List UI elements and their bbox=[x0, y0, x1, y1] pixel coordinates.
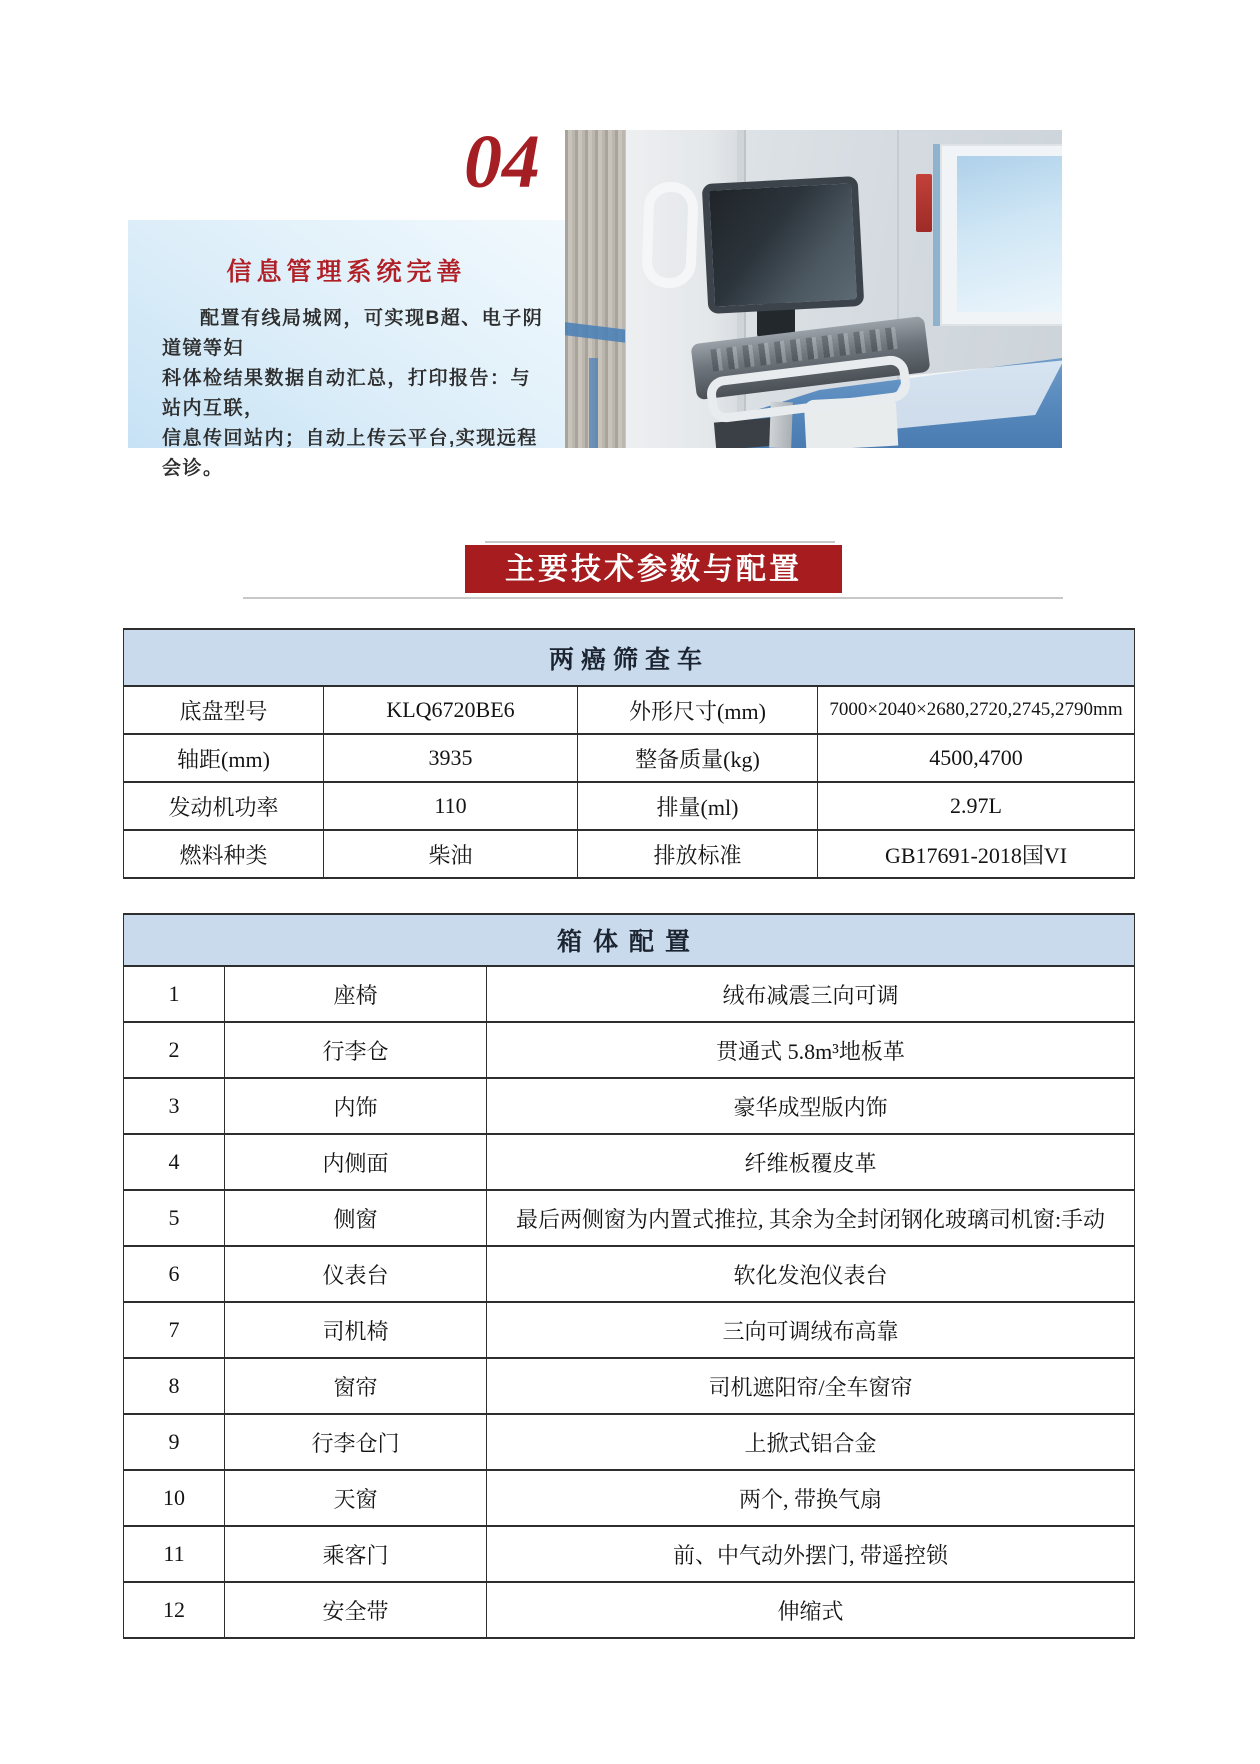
photo-red-bracket bbox=[916, 174, 932, 232]
table-cell: 3935 bbox=[324, 734, 578, 782]
table-cell: 内饰 bbox=[225, 1078, 487, 1134]
table-cell: 三向可调绒布高靠 bbox=[487, 1302, 1135, 1358]
table-row bbox=[124, 1358, 1135, 1414]
table-row bbox=[124, 734, 1135, 782]
body-config-table bbox=[123, 913, 1135, 1639]
table-cell: KLQ6720BE6 bbox=[324, 686, 578, 734]
table-cell: 豪华成型版内饰 bbox=[487, 1078, 1135, 1134]
table-row bbox=[124, 782, 1135, 830]
divider-line-top bbox=[485, 541, 835, 543]
table-cell: 5 bbox=[124, 1190, 225, 1246]
table-cell: 12 bbox=[124, 1582, 225, 1638]
photo-ultrasound-monitor bbox=[702, 176, 865, 314]
table-cell: 排放标准 bbox=[578, 830, 818, 878]
photo-window-frame bbox=[933, 144, 1062, 326]
table-cell: 发动机功率 bbox=[124, 782, 324, 830]
table-cell: 司机遮阳帘/全车窗帘 bbox=[487, 1358, 1135, 1414]
table-row bbox=[124, 966, 1135, 1022]
table-cell: 排量(ml) bbox=[578, 782, 818, 830]
table-cell: GB17691-2018国VI bbox=[818, 830, 1135, 878]
table-cell: 轴距(mm) bbox=[124, 734, 324, 782]
table-cell: 前、中气动外摆门, 带遥控锁 bbox=[487, 1526, 1135, 1582]
table-cell: 4 bbox=[124, 1134, 225, 1190]
table-cell: 窗帘 bbox=[225, 1358, 487, 1414]
table-cell: 10 bbox=[124, 1470, 225, 1526]
divider-line-bottom bbox=[243, 597, 1063, 599]
info-panel-line: 配置有线局城网，可实现B超、电子阴道镜等妇 bbox=[162, 308, 544, 359]
vehicle-interior-photo bbox=[565, 130, 1062, 448]
table-cell: 外形尺寸(mm) bbox=[578, 686, 818, 734]
section-number: 04 bbox=[464, 120, 540, 204]
photo-door-handle bbox=[641, 181, 699, 289]
table-row bbox=[124, 1134, 1135, 1190]
table-cell: 绒布减震三向可调 bbox=[487, 966, 1135, 1022]
table-cell: 6 bbox=[124, 1246, 225, 1302]
section-banner: 主要技术参数与配置 bbox=[465, 545, 842, 593]
table-cell: 4500,4700 bbox=[818, 734, 1135, 782]
photo-blue-trim-vertical bbox=[589, 358, 598, 448]
table-cell: 司机椅 bbox=[225, 1302, 487, 1358]
table-cell: 2 bbox=[124, 1022, 225, 1078]
table-cell: 燃料种类 bbox=[124, 830, 324, 878]
table-row bbox=[124, 1190, 1135, 1246]
info-panel-body bbox=[162, 304, 545, 484]
table-row bbox=[124, 686, 1135, 734]
table-row bbox=[124, 830, 1135, 878]
table-cell: 7 bbox=[124, 1302, 225, 1358]
table-row bbox=[124, 1470, 1135, 1526]
table-row bbox=[124, 1302, 1135, 1358]
photo-window-sky bbox=[957, 156, 1062, 312]
table-cell: 座椅 bbox=[225, 966, 487, 1022]
table-cell: 两个, 带换气扇 bbox=[487, 1470, 1135, 1526]
chassis-spec-table bbox=[123, 628, 1135, 879]
table-cell: 2.97L bbox=[818, 782, 1135, 830]
table-cell: 乘客门 bbox=[225, 1526, 487, 1582]
table-cell: 行李仓门 bbox=[225, 1414, 487, 1470]
table-row bbox=[124, 1078, 1135, 1134]
table-cell: 纤维板覆皮革 bbox=[487, 1134, 1135, 1190]
table-cell: 侧窗 bbox=[225, 1190, 487, 1246]
table-cell: 最后两侧窗为内置式推拉, 其余为全封闭钢化玻璃司机窗:手动 bbox=[487, 1190, 1135, 1246]
table-row bbox=[124, 1582, 1135, 1638]
config-table-title: 箱体配置 bbox=[124, 914, 1135, 966]
table-cell: 11 bbox=[124, 1526, 225, 1582]
table-cell: 贯通式 5.8m³地板革 bbox=[487, 1022, 1135, 1078]
table-cell: 软化发泡仪表台 bbox=[487, 1246, 1135, 1302]
table-cell: 1 bbox=[124, 966, 225, 1022]
table-cell: 9 bbox=[124, 1414, 225, 1470]
table-cell: 伸缩式 bbox=[487, 1582, 1135, 1638]
spec-table-title: 两癌筛查车 bbox=[124, 629, 1135, 686]
info-panel-line: 科体检结果数据自动汇总，打印报告：与站内互联， bbox=[162, 368, 532, 419]
info-panel bbox=[128, 220, 565, 479]
table-cell: 柴油 bbox=[324, 830, 578, 878]
table-cell: 内侧面 bbox=[225, 1134, 487, 1190]
table-cell: 天窗 bbox=[225, 1470, 487, 1526]
table-row bbox=[124, 1022, 1135, 1078]
table-cell: 上掀式铝合金 bbox=[487, 1414, 1135, 1470]
table-cell: 整备质量(kg) bbox=[578, 734, 818, 782]
info-panel-line: 信息传回站内；自动上传云平台,实现远程会诊。 bbox=[162, 428, 538, 479]
table-cell: 安全带 bbox=[225, 1582, 487, 1638]
table-cell: 110 bbox=[324, 782, 578, 830]
table-cell: 行李仓 bbox=[225, 1022, 487, 1078]
table-cell: 7000×2040×2680,2720,2745,2790mm bbox=[818, 686, 1135, 734]
table-row bbox=[124, 1526, 1135, 1582]
table-cell: 仪表台 bbox=[225, 1246, 487, 1302]
table-cell: 底盘型号 bbox=[124, 686, 324, 734]
info-panel-title: 信息管理系统完善 bbox=[226, 258, 467, 286]
table-row bbox=[124, 1414, 1135, 1470]
table-cell: 3 bbox=[124, 1078, 225, 1134]
table-row bbox=[124, 1246, 1135, 1302]
table-cell: 8 bbox=[124, 1358, 225, 1414]
